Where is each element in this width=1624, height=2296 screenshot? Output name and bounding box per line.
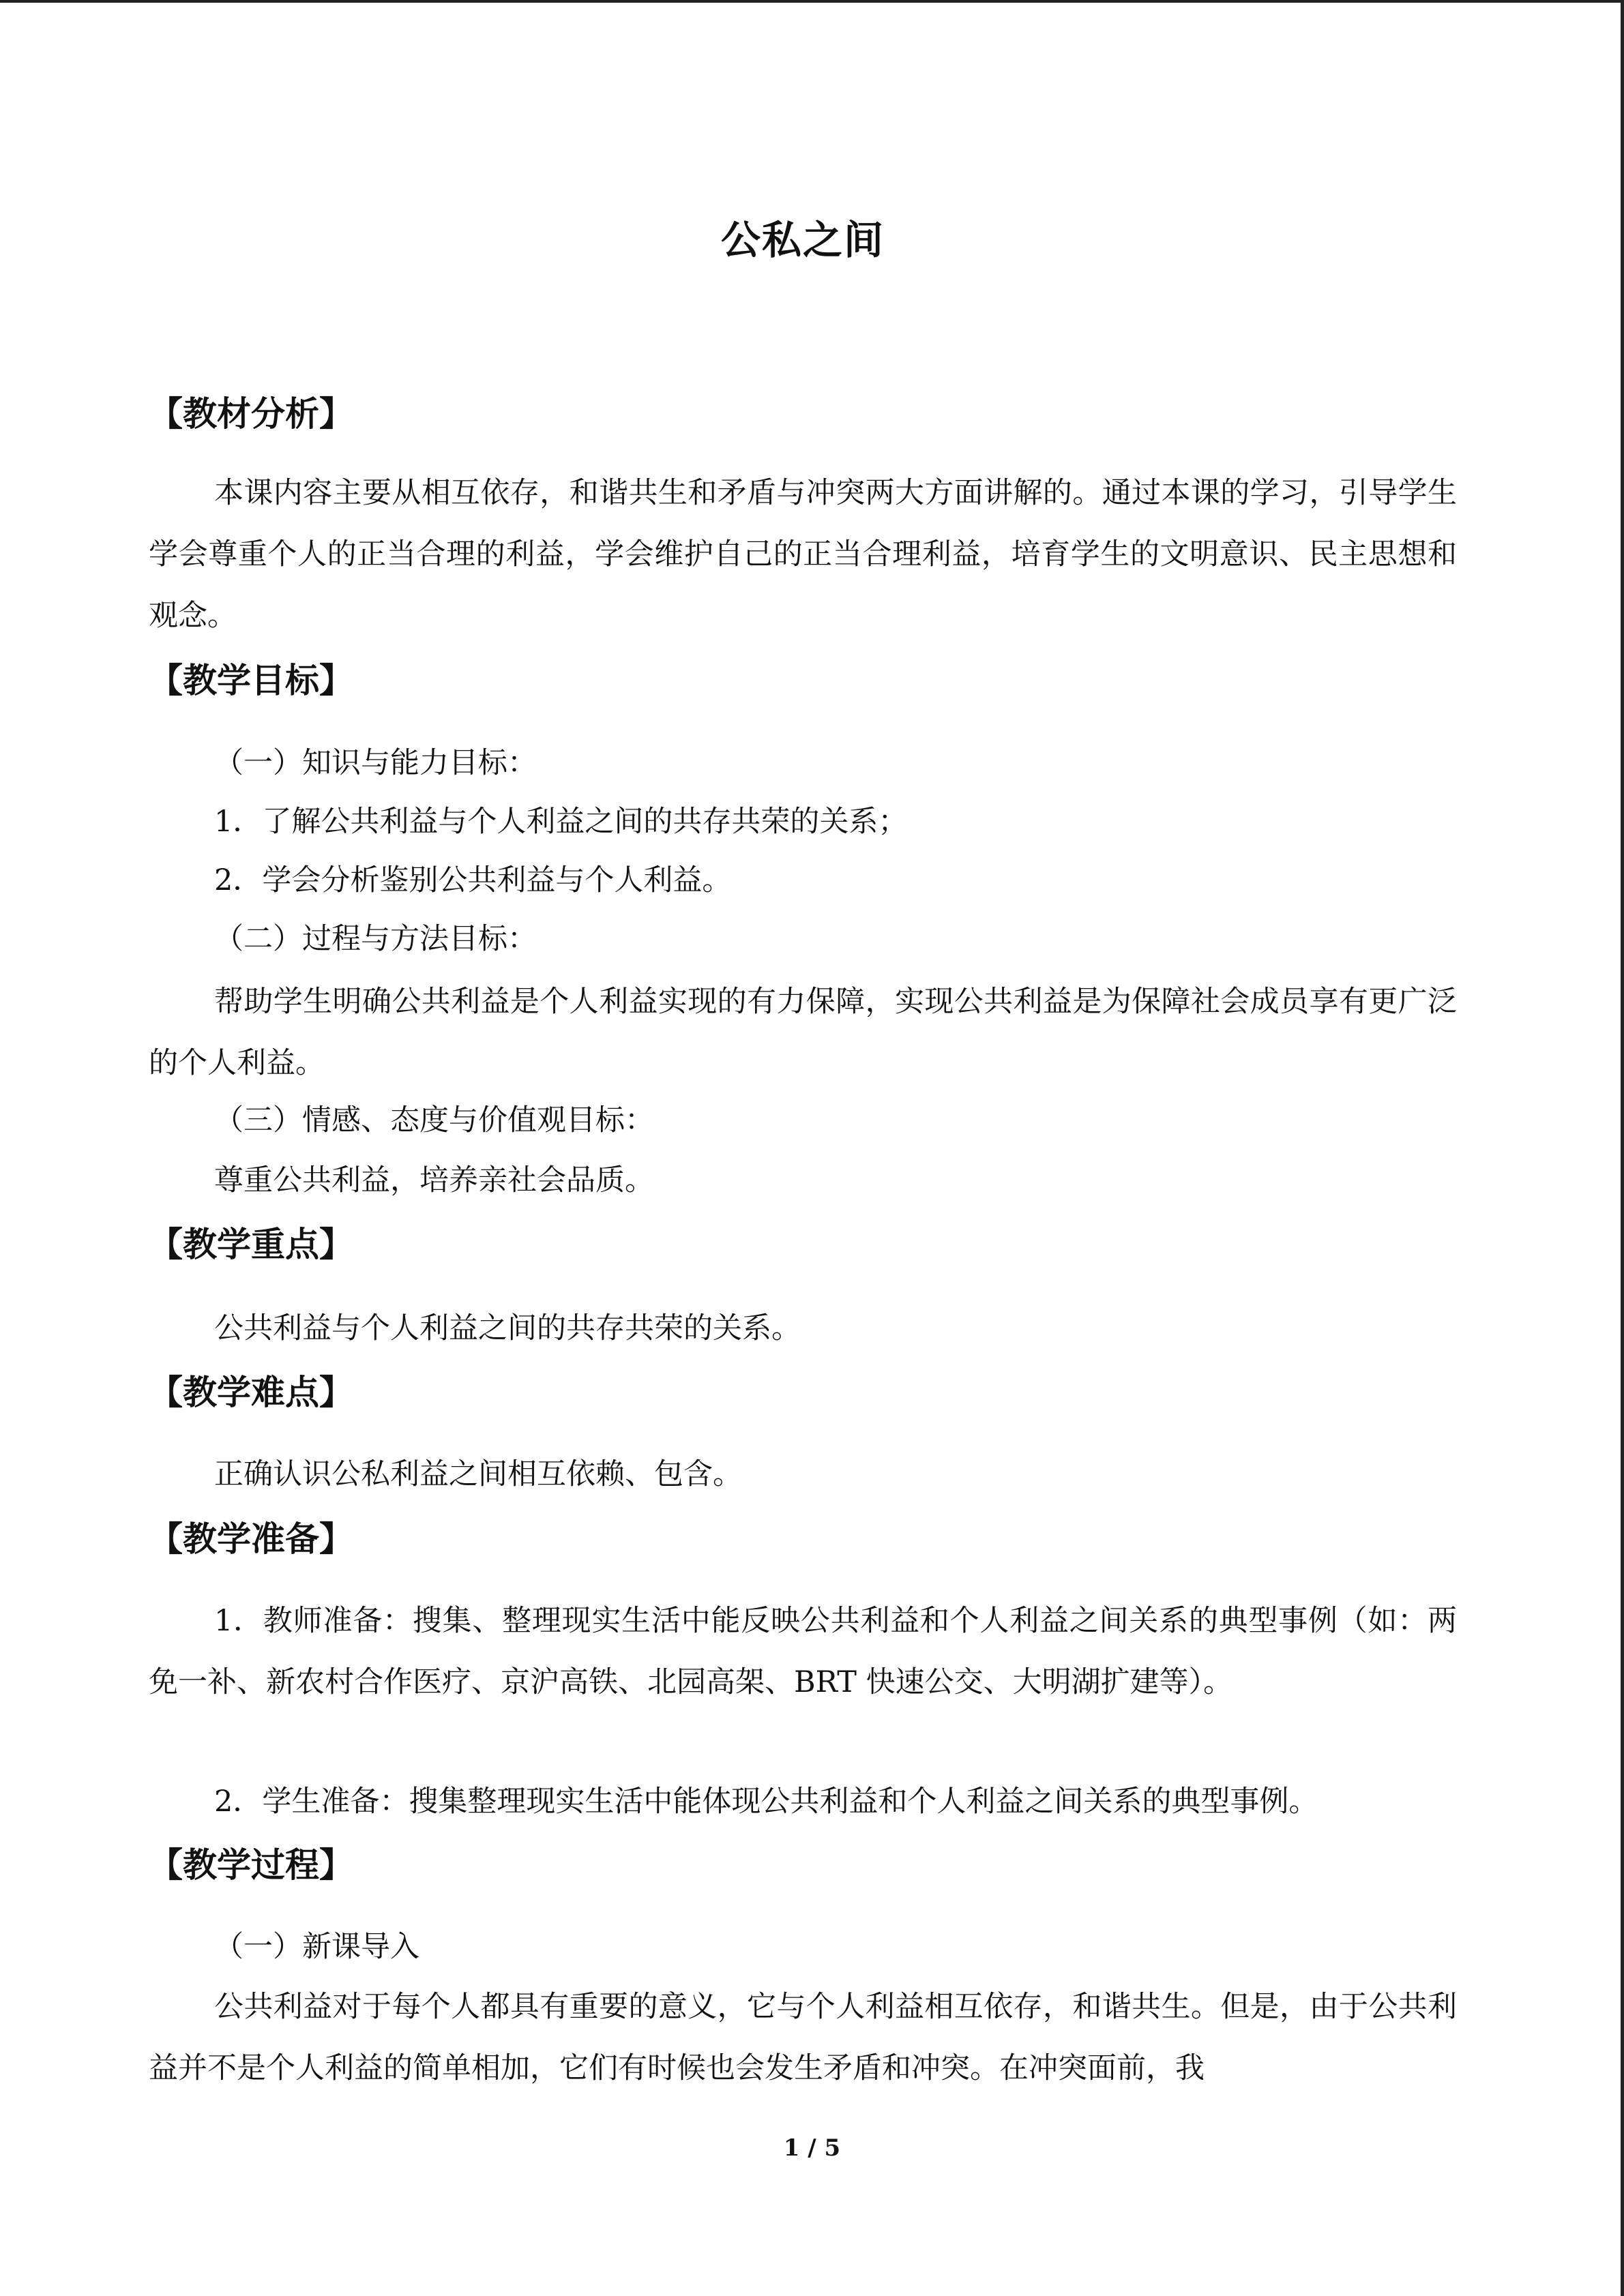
section-heading-difficulties: 【教学难点】 (149, 1373, 353, 1412)
goal-emotion-line: 尊重公共利益，培养亲社会品质。 (214, 1163, 654, 1197)
key-points-line: 公共利益与个人利益之间的共存共荣的关系。 (214, 1311, 801, 1345)
goal-emotion-attitude: （三）情感、态度与价值观目标： (214, 1103, 654, 1137)
right-border (1621, 0, 1624, 2296)
difficulties-line: 正确认识公私利益之间相互依赖、包含。 (214, 1457, 742, 1491)
process-new-lesson-intro: （一）新课导入 (214, 1930, 419, 1964)
goal-process-method: （二）过程与方法目标： (214, 922, 537, 956)
section-heading-teaching-process: 【教学过程】 (149, 1845, 353, 1885)
teacher-preparation-paragraph: 1．教师准备：搜集、整理现实生活中能反映公共利益和个人利益之间关系的典型事例（如：两免一补、新农村合作医疗、京沪高铁、北园高架、BRT 快速公交、大明湖扩建等）。 (149, 1604, 1457, 1699)
process-intro-paragraph: 公共利益对于每个人都具有重要的意义，它与个人利益相互依存，和谐共生。但是，由于公共利益并不是个人利益的简单相加，它们有时候也会发生矛盾和冲突。在冲突面前，我 (149, 1990, 1457, 2085)
page-number: 1 / 5 (783, 2134, 841, 2162)
goal-item-2: 2．学会分析鉴别公共利益与个人利益。 (214, 863, 732, 897)
goal-item-1: 1．了解公共利益与个人利益之间的共存共荣的关系； (214, 805, 908, 839)
student-preparation-line: 2．学生准备：搜集整理现实生活中能体现公共利益和个人利益之间关系的典型事例。 (214, 1785, 1318, 1819)
section-heading-textbook-analysis: 【教材分析】 (149, 394, 353, 434)
goal-process-paragraph: 帮助学生明确公共利益是个人利益实现的有力保障，实现公共利益是为保障社会成员享有更广泛的个人利益。 (149, 985, 1457, 1080)
section-heading-teaching-goals: 【教学目标】 (149, 661, 353, 700)
textbook-analysis-paragraph: 本课内容主要从相互依存，和谐共生和矛盾与冲突两大方面讲解的。通过本课的学习，引导学生学会尊重个人的正当合理的利益，学会维护自己的正当合理利益，培育学生的文明意识、民主思想和观念。 (149, 476, 1457, 633)
goal-knowledge-ability: （一）知识与能力目标： (214, 746, 537, 780)
top-border (0, 0, 1624, 3)
section-heading-key-points: 【教学重点】 (149, 1225, 353, 1264)
section-heading-preparation: 【教学准备】 (149, 1519, 353, 1559)
document-title: 公私之间 (720, 217, 885, 263)
